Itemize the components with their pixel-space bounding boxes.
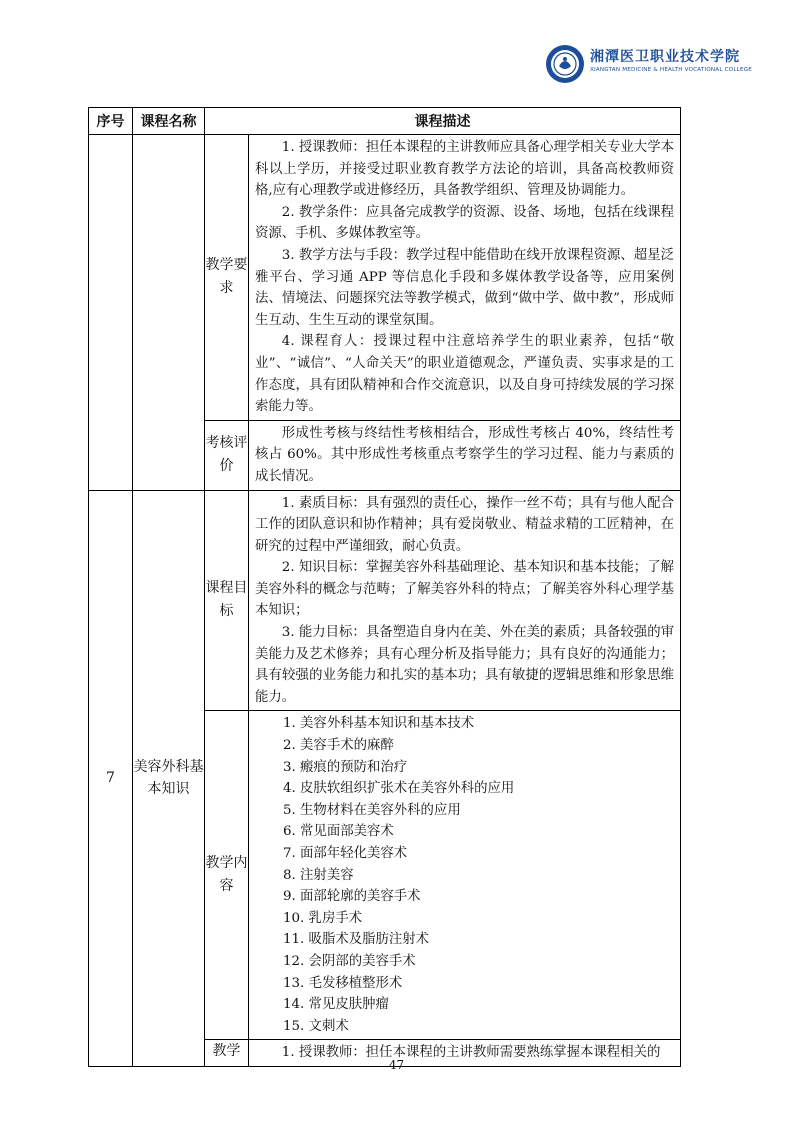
list-item: 14. 常见皮肤肿瘤 — [283, 997, 389, 1013]
header-description: 课程描述 — [205, 108, 681, 135]
list-item: 13. 毛发移植整形术 — [283, 975, 403, 991]
school-name: 湘潭医卫职业技术学院 — [590, 49, 740, 65]
school-name-en: XIANGTAN MEDICINE & HEALTH VOCATIONAL COLLEGE — [590, 67, 752, 73]
list-item: 12. 会阴部的美容手术 — [283, 953, 416, 969]
list-item: 5. 生物材料在美容外科的应用 — [283, 802, 461, 818]
list-item: 8. 注射美容 — [283, 867, 354, 883]
table-row — [89, 135, 681, 421]
assessment-text — [249, 420, 681, 490]
course-name: 美容外科基本知识 — [133, 490, 205, 1066]
list-item: 3. 能力目标：具备塑造自身内在美、外在美的素质；具备较强的审美能力及艺术修养；具有心理分析及指导能力；具有良好的沟通能力；具有较强的业务能力和扎实的基本功；具有敏捷的逻辑思维和形象思维能力。 — [255, 625, 674, 705]
course-table — [88, 107, 681, 1067]
header-index: 序号 — [89, 108, 133, 135]
school-logo — [545, 44, 755, 88]
teaching-requirements-label: 教学要求 — [205, 135, 249, 421]
objectives-text — [249, 490, 681, 711]
list-item: 9. 面部轮廓的美容手术 — [283, 889, 421, 905]
requirements-label-partial: 教学 — [205, 1040, 249, 1067]
course-index: 7 — [89, 490, 133, 1066]
list-item: 2. 美容手术的麻醉 — [283, 738, 394, 754]
list-item: 4. 皮肤软组织扩张术在美容外科的应用 — [283, 781, 515, 797]
list-item: 1. 授课教师：担任本课程的主讲教师应具备心理学相关专业大学本科以上学历，并接受过职业教育教学方法论的培训，具备高校教师资格,应有心理教学或进修经历，具备教学组织、管理及协调能力。 — [255, 140, 674, 199]
list-item: 15. 文刺术 — [283, 1018, 349, 1034]
list-item: 1. 素质目标：具有强烈的责任心，操作一丝不苟；具有与他人配合工作的团队意识和协作精神；具有爱岗敬业、精益求精的工匠精神，在研究的过程中严谨细致，耐心负责。 — [255, 495, 674, 554]
list-item: 7. 面部年轻化美容术 — [283, 846, 408, 861]
list-item: 4. 课程育人：授课过程中注意培养学生的职业素养，包括“敬业”、“诚信”、“人命关天”的职业道德观念，严谨负责、实事求是的工作态度，具有团队精神和合作交流意识，以及自身可持续发展的学习探索能力等。 — [255, 334, 674, 415]
school-seal-icon — [545, 44, 585, 84]
header-course-name: 课程名称 — [133, 108, 205, 135]
table-row — [89, 490, 681, 711]
list-item: 2. 教学条件：应具备完成教学的资源、设备、场地，包括在线课程资源、手机、多媒体教室等。 — [255, 204, 674, 242]
objectives-label: 课程目标 — [205, 490, 249, 711]
page-number: 47 — [388, 1058, 405, 1072]
assessment-paragraph: 形成性考核与终结性考核相结合，形成性考核占 40%，终结性考核占 60%。其中形成性考核重点考察学生的学习过程、能力与素质的成长情况。 — [255, 425, 674, 484]
list-item: 3. 瘢痕的预防和治疗 — [283, 759, 408, 775]
continued-index-cell — [89, 135, 133, 491]
list-item: 1. 授课教师：担任本课程的主讲教师需要熟练掌握本课程相关的 — [281, 1045, 661, 1061]
list-item: 6. 常见面部美容术 — [283, 824, 394, 840]
continued-name-cell — [133, 135, 205, 491]
teaching-requirements-text — [249, 135, 681, 421]
content-text — [249, 711, 681, 1040]
content-label: 教学内容 — [205, 711, 249, 1040]
assessment-label: 考核评价 — [205, 420, 249, 490]
list-item: 10. 乳房手术 — [283, 910, 363, 926]
list-item: 11. 吸脂术及脂肪注射术 — [283, 932, 430, 948]
table-header-row — [89, 108, 681, 135]
list-item: 1. 美容外科基本知识和基本技术 — [283, 716, 475, 732]
list-item: 2. 知识目标：掌握美容外科基础理论、基本知识和基本技能；了解美容外科的概念与范畴；了解美容外科的特点；了解美容外科心理学基本知识； — [255, 560, 674, 619]
list-item: 3. 教学方法与手段：教学过程中能借助在线开放课程资源、超星泛雅平台、学习通 APP 等信息化手段和多媒体教学设备等，应用案例法、情境法、问题探究法等教学模式，做到“做中学、做中教”，形成师生互动、生生互动的课堂氛围。 — [255, 247, 674, 328]
